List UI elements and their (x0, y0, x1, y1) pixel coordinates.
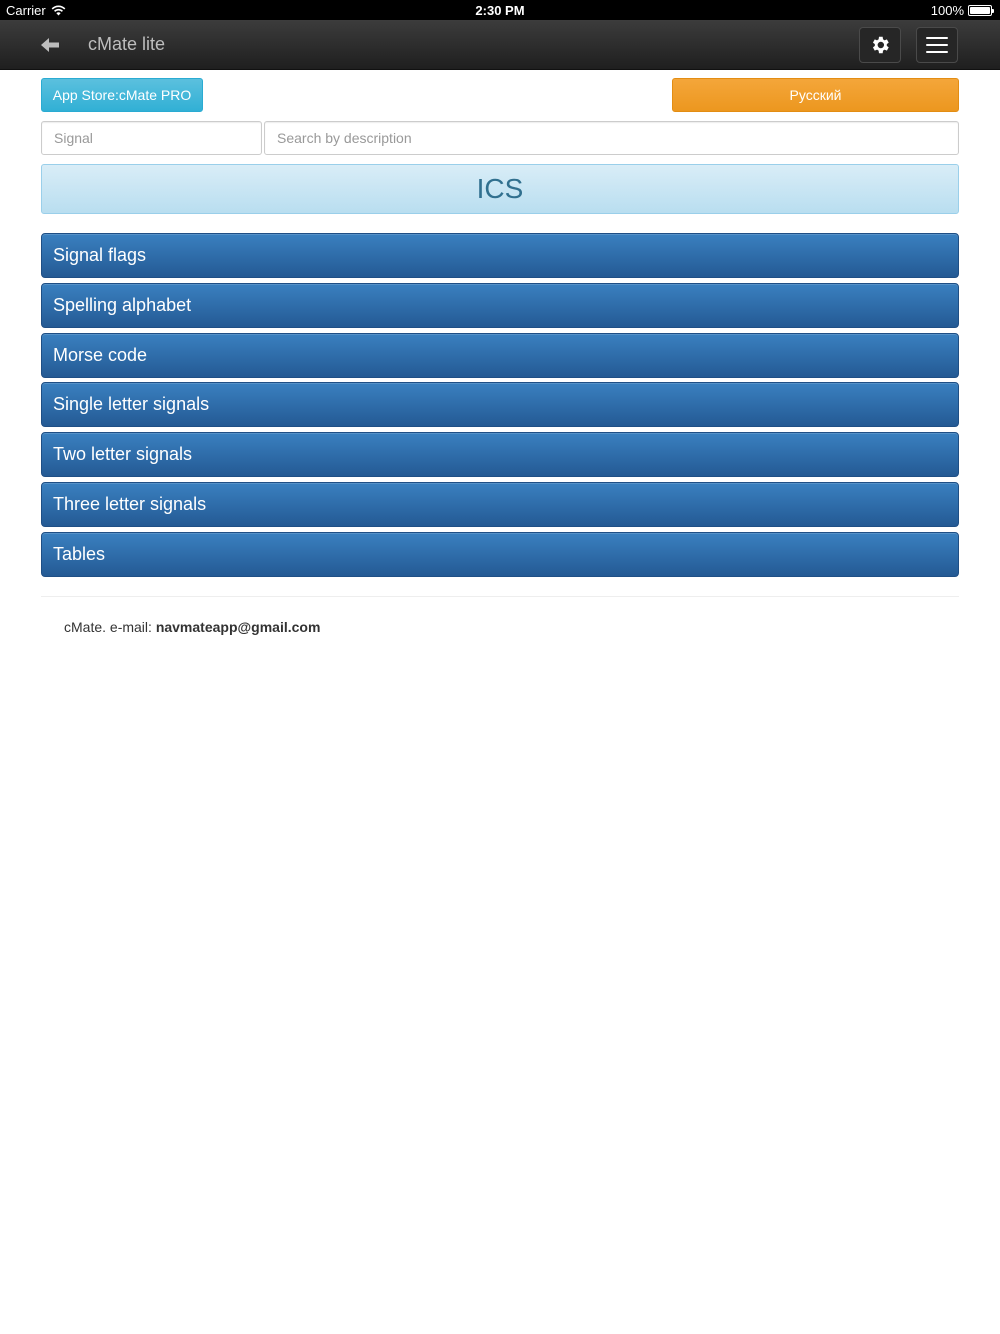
carrier-label: Carrier (6, 3, 46, 18)
hamburger-menu-icon (926, 37, 948, 53)
app-title: cMate lite (88, 34, 166, 54)
list-item-single-letter-signals[interactable]: Single letter signals (41, 382, 959, 427)
app-store-button[interactable]: App Store:cMate PRO (41, 78, 203, 112)
back-arrow-icon[interactable] (38, 33, 62, 57)
footer-email[interactable]: navmateapp@gmail.com (155, 619, 321, 635)
gear-icon (869, 34, 891, 56)
status-bar (0, 0, 1000, 20)
description-search-input[interactable] (264, 121, 959, 155)
list-item-tables[interactable]: Tables (41, 532, 959, 577)
footer-prefix: cMate. e-mail: (64, 619, 156, 635)
footer (64, 619, 320, 635)
list-item-three-letter-signals[interactable]: Three letter signals (41, 482, 959, 527)
footer-divider (41, 596, 959, 597)
list-item-morse-code[interactable]: Morse code (41, 333, 959, 378)
menu-button[interactable] (916, 27, 958, 63)
clock: 2:30 PM (475, 3, 525, 18)
signal-search-input[interactable] (41, 121, 262, 155)
nav-bar (0, 20, 1000, 70)
battery-icon (968, 5, 992, 16)
section-list (41, 233, 959, 582)
list-item-spelling-alphabet[interactable]: Spelling alphabet (41, 283, 959, 328)
list-item-signal-flags[interactable]: Signal flags (41, 233, 959, 278)
list-item-two-letter-signals[interactable]: Two letter signals (41, 432, 959, 477)
battery-status (931, 3, 992, 18)
language-button[interactable]: Русский (672, 78, 959, 112)
ics-banner: ICS (41, 164, 959, 214)
settings-button[interactable] (859, 27, 901, 63)
battery-percent: 100% (930, 3, 964, 18)
